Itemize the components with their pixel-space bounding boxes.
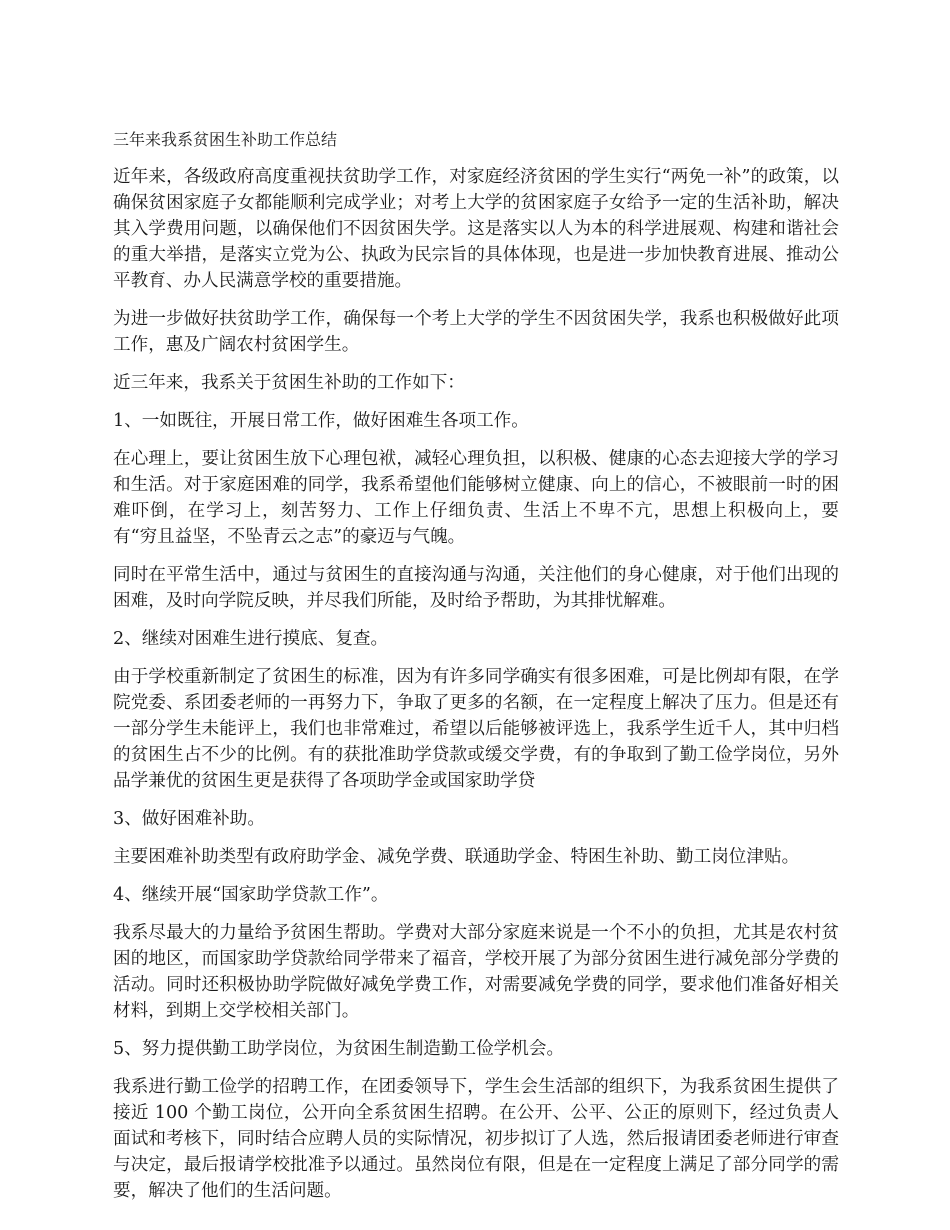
document-page — [113, 118, 839, 1216]
paragraph-overview: 近三年来，我系关于贫困生补助的工作如下： — [113, 373, 465, 393]
section-heading-2: 2、继续对困难生进行摸底、复查。 — [113, 629, 389, 649]
section-heading-4: 4、继续开展“国家助学贷款工作”。 — [113, 885, 389, 905]
paragraph-communication: 同时在平常生活中，通过与贫困生的直接沟通与沟通，关注他们的身心健康，对于他们出现的困难，及时向学院反映，并尽我们所能，及时给予帮助，为其排忧解难。 — [113, 565, 839, 611]
paragraph-review: 由于学校重新制定了贫困生的标准，因为有许多同学确实有很多困难，可是比例却有限，在学院党委、系团委老师的一再努力下，争取了更多的名额，在一定程度上解决了压力。但是还有一部分学生未能评上，我们也非常难过，希望以后能够被评选上，我系学生近千人，其中归档的贫困生占不少的比例。有的获批准助学贷款或缓交学费，有的争取到了勤工俭学岗位，另外品学兼优的贫困生更是获得了各项助学金或国家助学贷 — [113, 667, 839, 791]
section-heading-1: 1、一如既往，开展日常工作，做好困难生各项工作。 — [113, 411, 529, 431]
section-heading-5: 5、努力提供勤工助学岗位，为贫困生制造勤工俭学机会。 — [113, 1039, 565, 1059]
paragraph-intro: 近年来，各级政府高度重视扶贫助学工作，对家庭经济贫困的学生实行“两免一补”的政策，以确保贫困家庭子女都能顺利完成学业；对考上大学的贫困家庭子女给予一定的生活补助，解决其入学费用问题，以确保他们不因贫困失学。这是落实以人为本的科学进展观、构建和谐社会的重大举措，是落实立党为公、执政为民宗旨的具体体现，也是进一步加快教育进展、推动公平教育、办人民满意学校的重要措施。 — [113, 167, 839, 291]
paragraph-subsidy-types: 主要困难补助类型有政府助学金、减免学费、联通助学金、特困生补助、勤工岗位津贴。 — [113, 847, 800, 867]
paragraph-psychology: 在心理上，要让贫困生放下心理包袱，减轻心理负担，以积极、健康的心态去迎接大学的学习和生活。对于家庭困难的同学，我系希望他们能够树立健康、向上的信心，不被眼前一时的困难吓倒，在学习上，刻苦努力、工作上仔细负责、生活上不卑不亢，思想上积极向上，要有“穷且益坚，不坠青云之志”的豪迈与气魄。 — [113, 449, 839, 547]
paragraph-purpose: 为进一步做好扶贫助学工作，确保每一个考上大学的学生不因贫困失学，我系也积极做好此项工作，惠及广阔农村贫困学生。 — [113, 309, 839, 355]
paragraph-loans: 我系尽最大的力量给予贫困生帮助。学费对大部分家庭来说是一个不小的负担，尤其是农村贫困的地区，而国家助学贷款给同学带来了福音，学校开展了为部分贫困生进行减免部分学费的活动。同时还积极协助学院做好减免学费工作，对需要减免学费的同学，要求他们准备好相关材料，到期上交学校相关部门。 — [113, 923, 839, 1021]
paragraph-work-study: 我系进行勤工俭学的招聘工作，在团委领导下，学生会生活部的组织下，为我系贫困生提供了接近 100 个勤工岗位，公开向全系贫困生招聘。在公开、公平、公正的原则下，经过负责人面试和考核下，同时结合应聘人员的实际情况，初步拟订了人选，然后报请团委老师进行审查与决定，最后报请学校批准予以通过。虽然岗位有限，但是在一定程度上满足了部分同学的需要，解决了他们的生活问题。 — [113, 1077, 839, 1201]
section-heading-3: 3、做好困难补助。 — [113, 809, 265, 829]
document-title: 三年来我系贫困生补助工作总结 — [113, 130, 338, 149]
